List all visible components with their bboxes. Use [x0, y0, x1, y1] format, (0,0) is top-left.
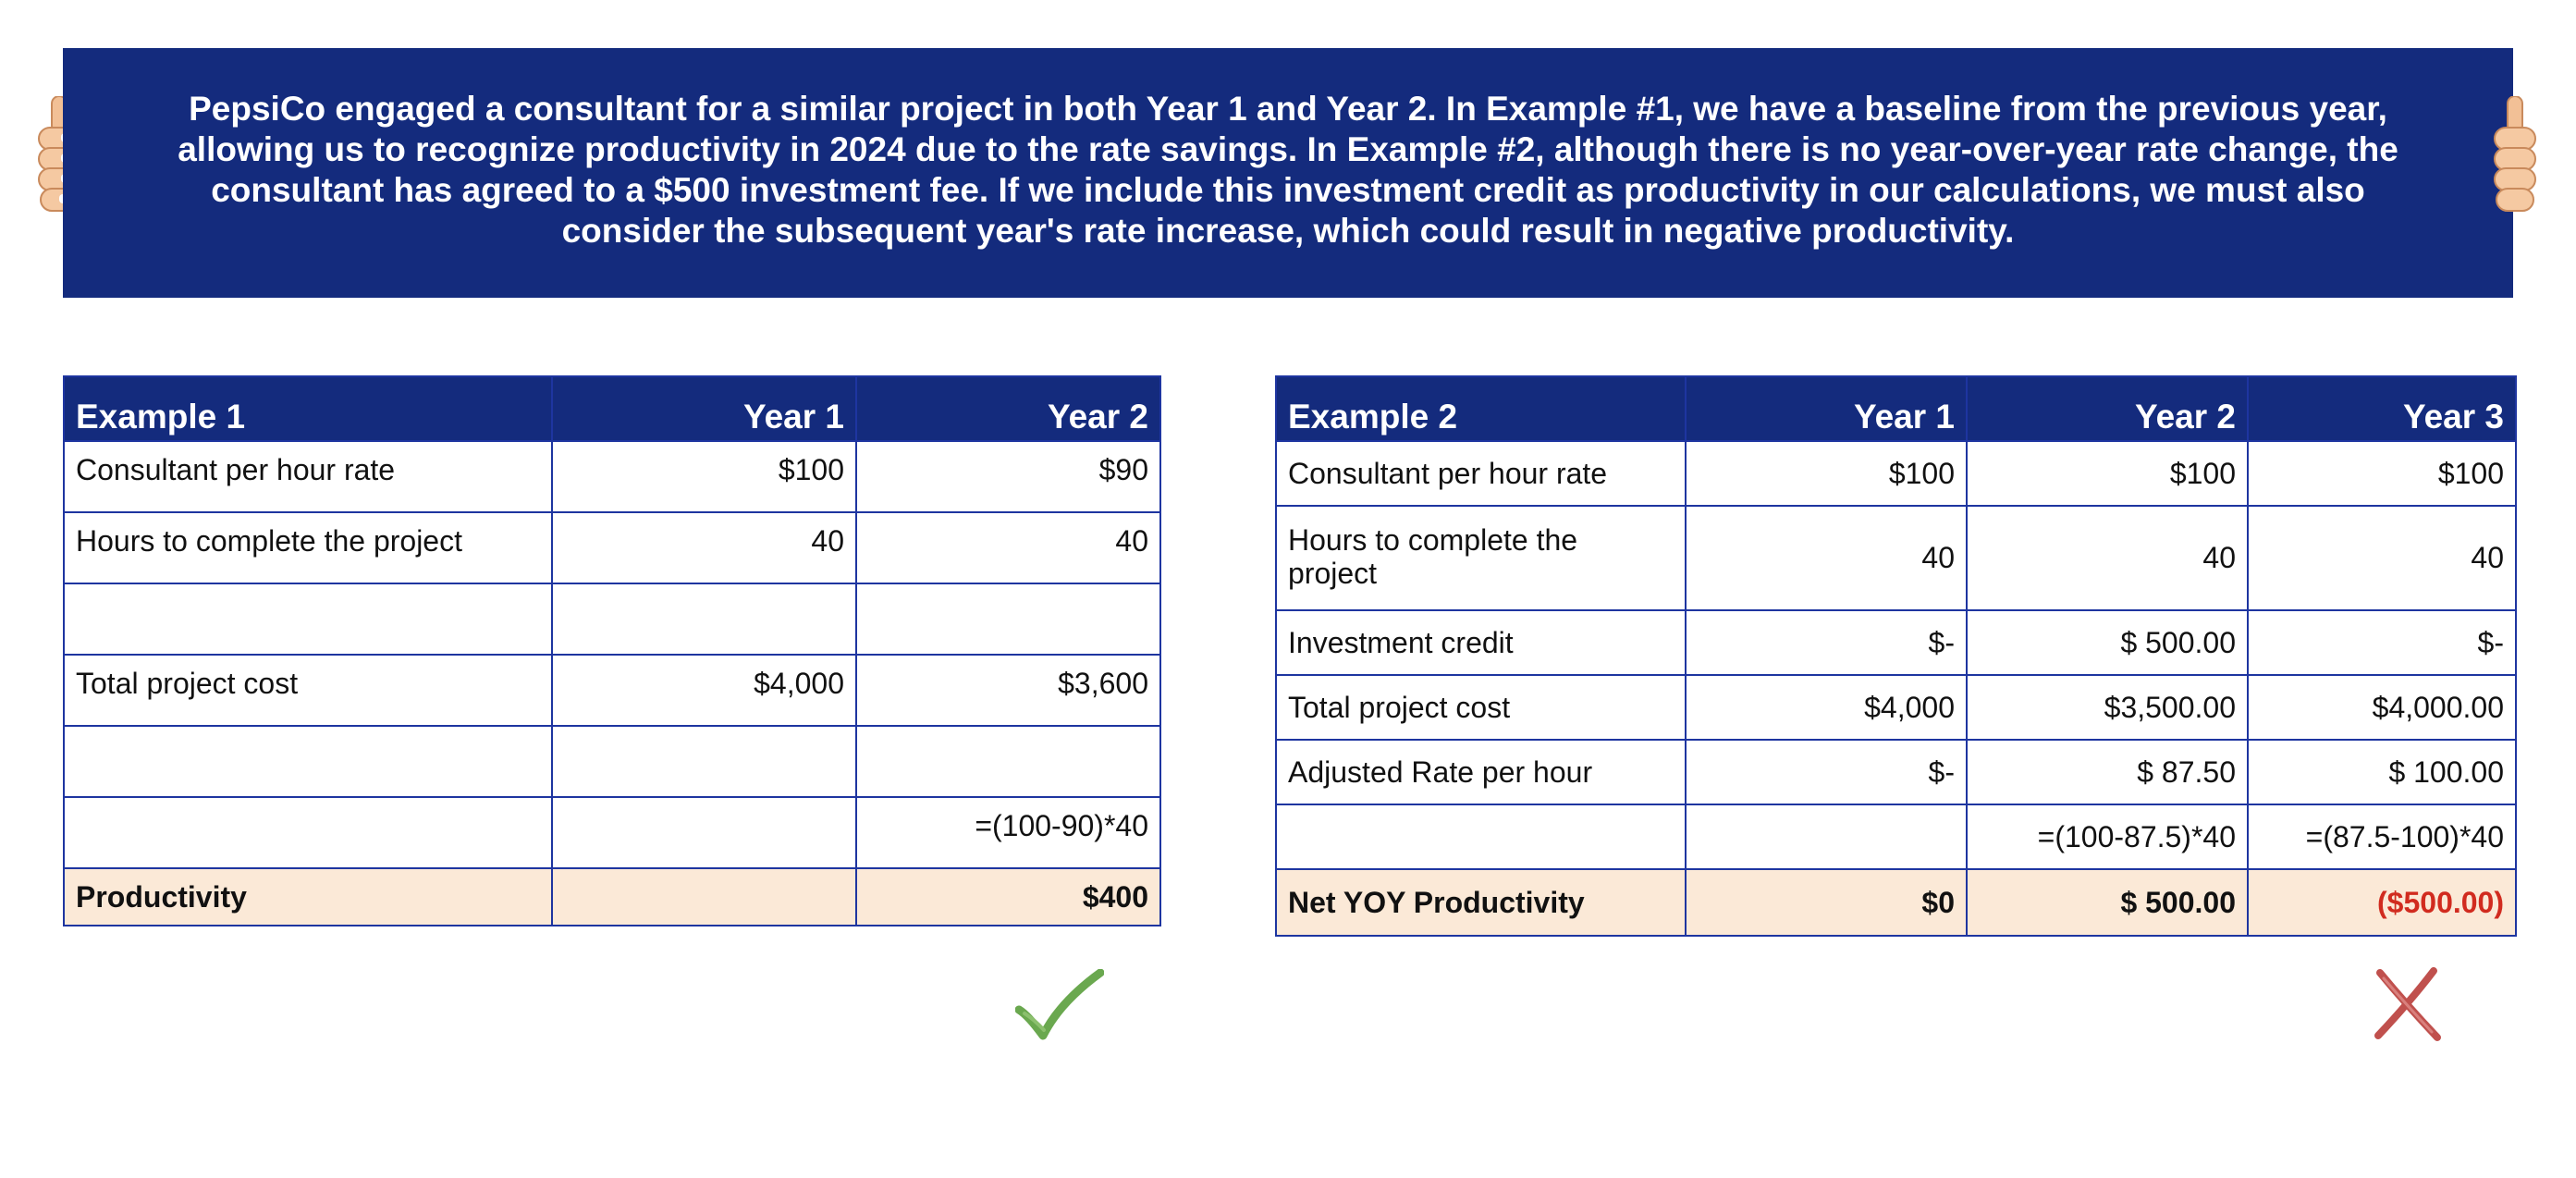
- cell-year3: 40: [2248, 506, 2516, 610]
- productivity-year1: $0: [1686, 869, 1967, 936]
- productivity-label: Net YOY Productivity: [1276, 869, 1686, 936]
- info-banner: [63, 48, 2513, 298]
- cell-year2: [856, 583, 1160, 655]
- row-label: Adjusted Rate per hour: [1276, 740, 1686, 804]
- cell-year1: [552, 583, 856, 655]
- cell-year1: $100: [1686, 441, 1967, 506]
- row-label: Total project cost: [64, 655, 552, 726]
- cell-year1: 40: [552, 512, 856, 583]
- table-row: [1276, 506, 2516, 610]
- row-label: Investment credit: [1276, 610, 1686, 675]
- table-row: [64, 441, 1160, 512]
- cell-year2: 40: [1967, 506, 2248, 610]
- example1-table: [63, 375, 1161, 926]
- formula-cell: =(87.5-100)*40: [2248, 804, 2516, 869]
- table-row: [1276, 740, 2516, 804]
- cell-year2: 40: [856, 512, 1160, 583]
- cell-year1: $4,000: [552, 655, 856, 726]
- cell-year1: 40: [1686, 506, 1967, 610]
- table-row: [64, 797, 1160, 868]
- cell-year2: [856, 726, 1160, 797]
- table-row: [64, 512, 1160, 583]
- example2-table: [1275, 375, 2517, 937]
- cell-year1: $-: [1686, 740, 1967, 804]
- table-row: [1276, 610, 2516, 675]
- cell-year2: $3,600: [856, 655, 1160, 726]
- example1-col-year2: Year 2: [856, 376, 1160, 441]
- cell-year2: $90: [856, 441, 1160, 512]
- example1-col-year1: Year 1: [552, 376, 856, 441]
- example1-title: Example 1: [64, 376, 552, 441]
- productivity-year2: $400: [856, 868, 1160, 926]
- net-productivity-row: [1276, 869, 2516, 936]
- row-label: [64, 726, 552, 797]
- cross-icon: [2373, 967, 2443, 1041]
- formula-cell: =(100-90)*40: [856, 797, 1160, 868]
- example1-header-row: [64, 376, 1160, 441]
- cell-year2: $ 87.50: [1967, 740, 2248, 804]
- cell-year3: $-: [2248, 610, 2516, 675]
- productivity-year3: ($500.00): [2248, 869, 2516, 936]
- table-row: [1276, 804, 2516, 869]
- cell-year3: $100: [2248, 441, 2516, 506]
- cell-year1: [552, 726, 856, 797]
- cell-year1: [1686, 804, 1967, 869]
- row-label: Hours to complete the project: [64, 512, 552, 583]
- table-row: [64, 583, 1160, 655]
- row-label: Hours to complete the project: [1276, 506, 1686, 610]
- right-hand-icon: [2489, 96, 2539, 227]
- cell-year2: $100: [1967, 441, 2248, 506]
- cell-year1: $4,000: [1686, 675, 1967, 740]
- cell-year1: $-: [1686, 610, 1967, 675]
- productivity-row: [64, 868, 1160, 926]
- cell-year2: $3,500.00: [1967, 675, 2248, 740]
- cell-year1: [552, 797, 856, 868]
- example2-col-year3: Year 3: [2248, 376, 2516, 441]
- example2-title: Example 2: [1276, 376, 1686, 441]
- table-row: [1276, 675, 2516, 740]
- cell-year2: $ 500.00: [1967, 610, 2248, 675]
- row-label: [64, 797, 552, 868]
- productivity-label: Productivity: [64, 868, 552, 926]
- cell-year3: $4,000.00: [2248, 675, 2516, 740]
- cell-year1: $100: [552, 441, 856, 512]
- row-label: [1276, 804, 1686, 869]
- row-label: Consultant per hour rate: [1276, 441, 1686, 506]
- check-icon: [1015, 969, 1104, 1043]
- productivity-year1: [552, 868, 856, 926]
- table-row: [64, 726, 1160, 797]
- example2-col-year2: Year 2: [1967, 376, 2248, 441]
- table-row: [1276, 441, 2516, 506]
- example2-header-row: [1276, 376, 2516, 441]
- row-label: Consultant per hour rate: [64, 441, 552, 512]
- productivity-year2: $ 500.00: [1967, 869, 2248, 936]
- formula-cell: =(100-87.5)*40: [1967, 804, 2248, 869]
- cell-year3: $ 100.00: [2248, 740, 2516, 804]
- row-label: [64, 583, 552, 655]
- row-label: Total project cost: [1276, 675, 1686, 740]
- example2-col-year1: Year 1: [1686, 376, 1967, 441]
- banner-text: PepsiCo engaged a consultant for a similar project in both Year 1 and Year 2. In Example #1, we have a baseline from the previous year, allowing us to recognize productivity in 2024 due to the rate savings. In Example #2, although there is no year-over-year rate change, the consultant has agreed to a $500 investment fee. If we include this investment credit as productivity in our calculations, we must also consider the subsequent year's rate increase, which could result in negative productivity.: [178, 90, 2398, 250]
- table-row: [64, 655, 1160, 726]
